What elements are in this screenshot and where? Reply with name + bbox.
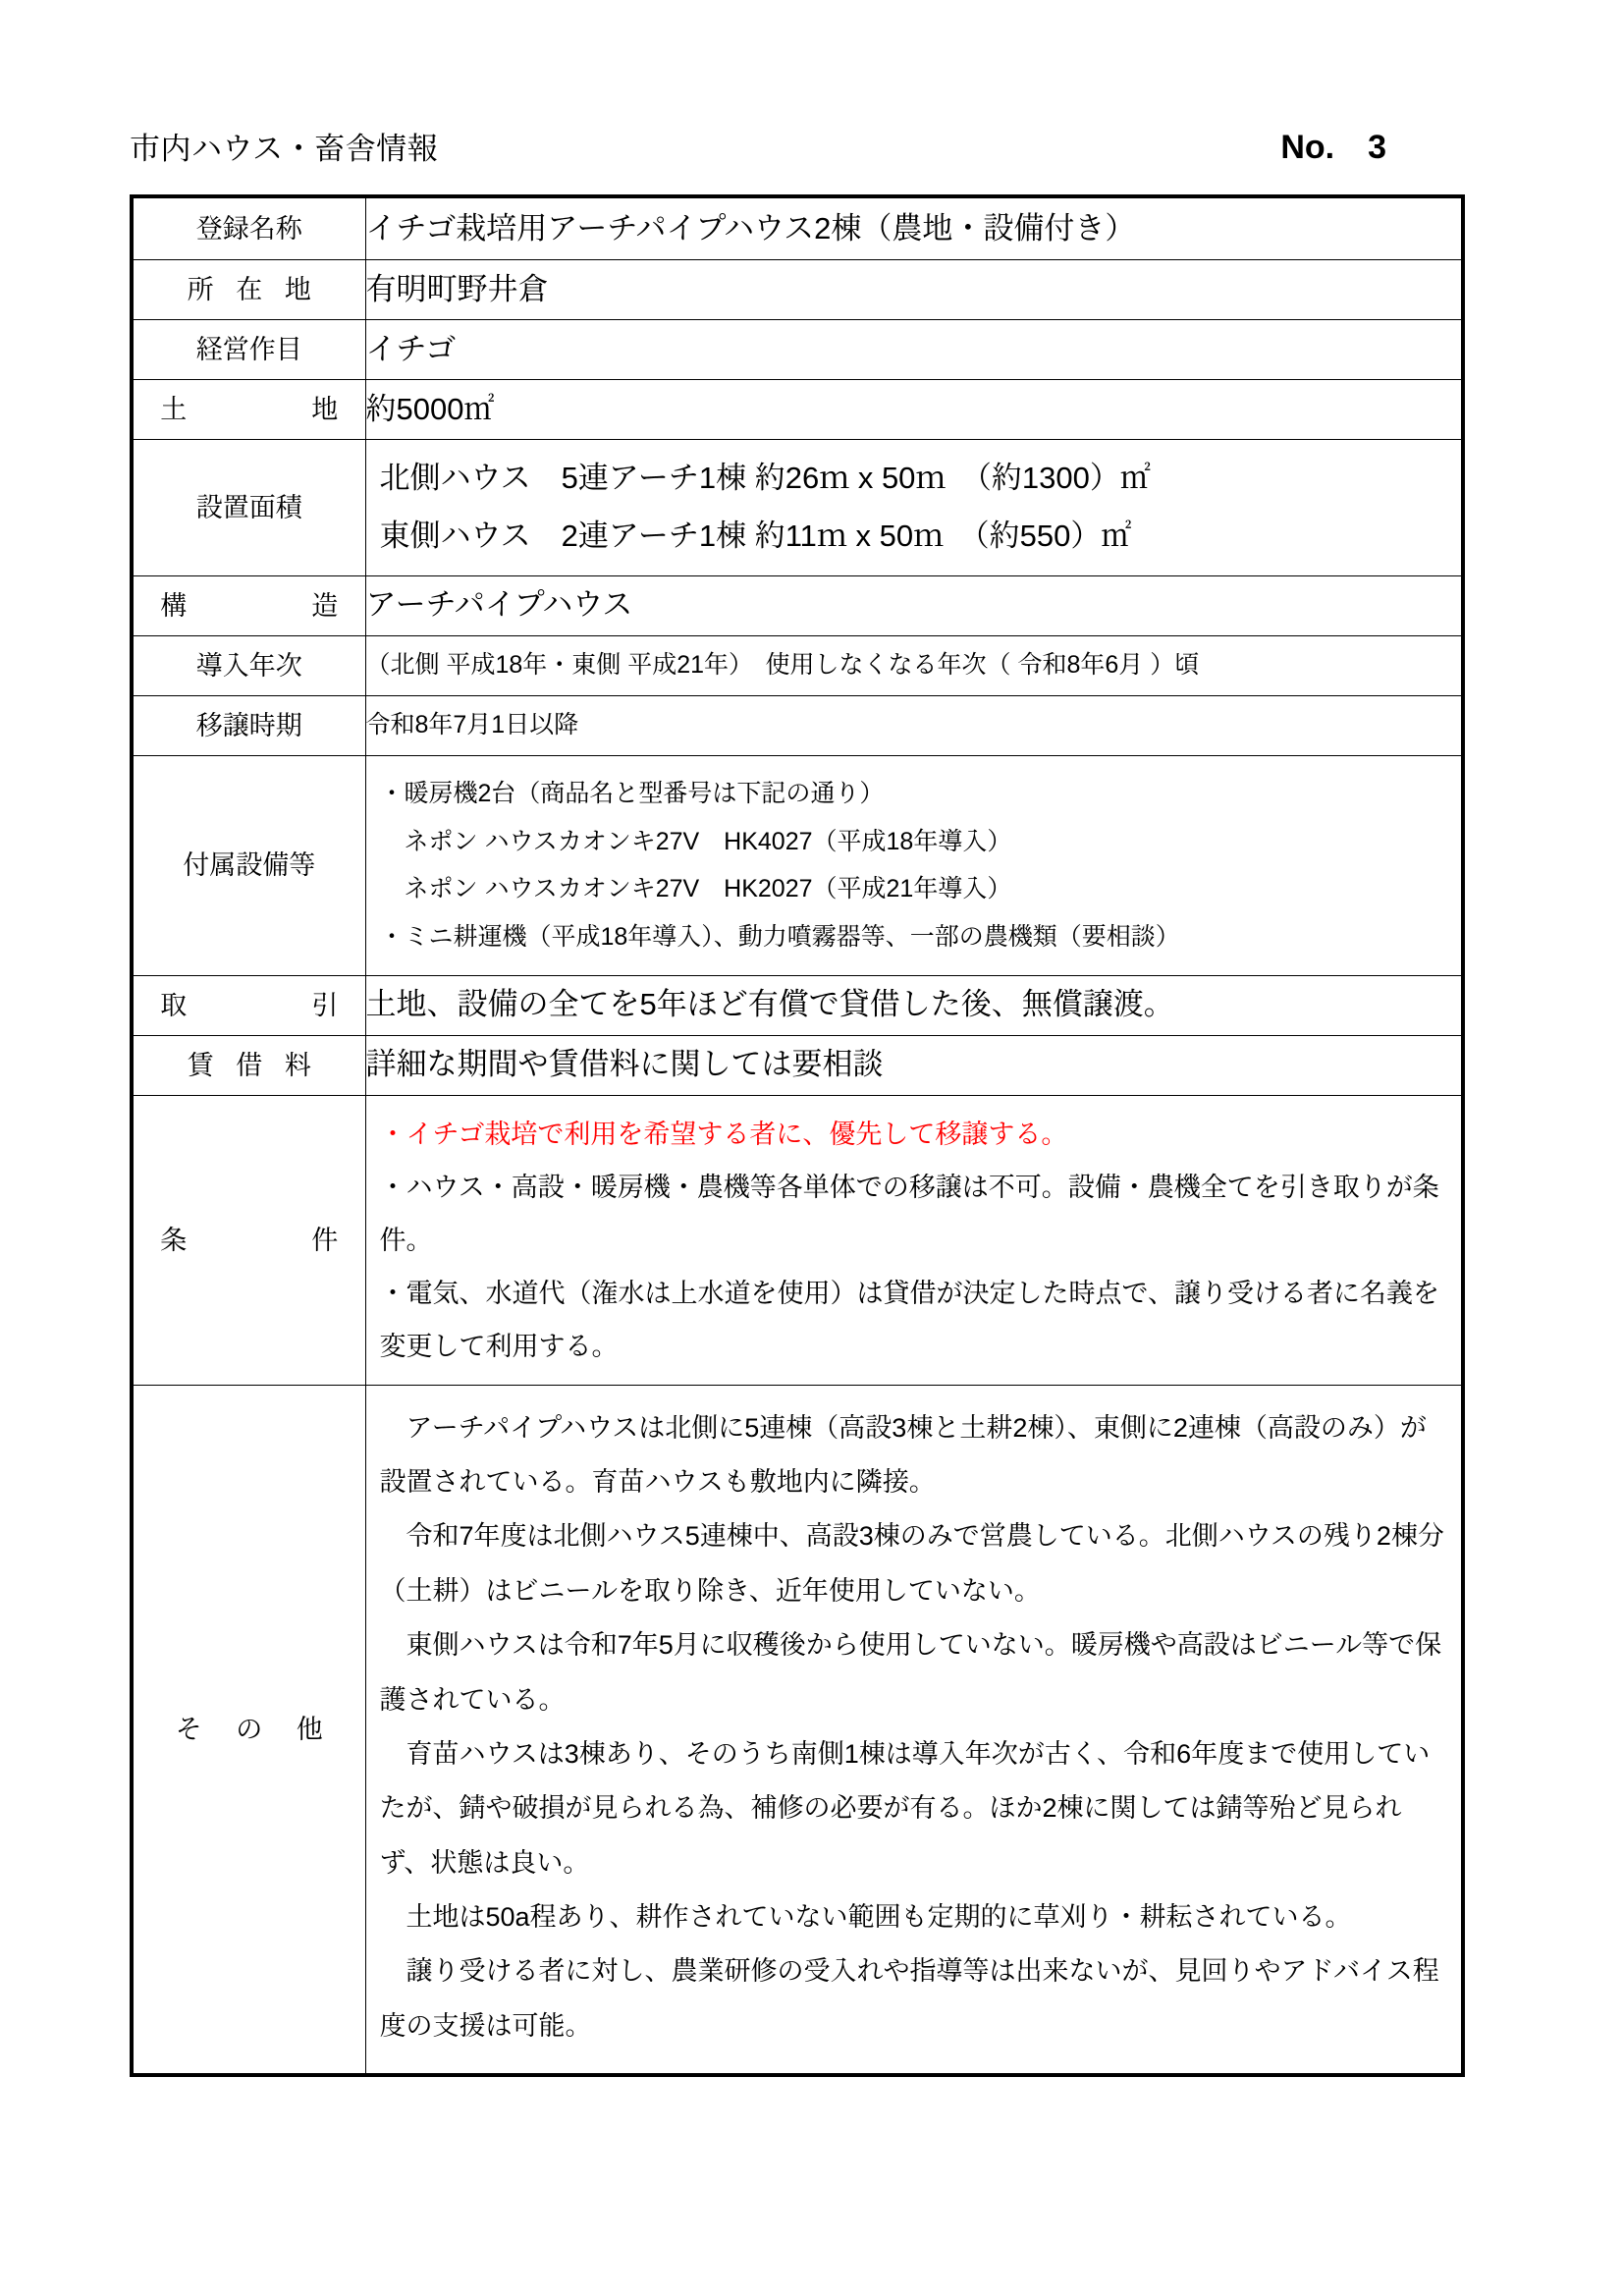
row-label-transfer-time: 移譲時期 (132, 695, 365, 755)
row-label-structure: 構 造 (132, 575, 365, 635)
row-label-attached-equipment: 付属設備等 (132, 755, 365, 975)
row-label-location: 所 在 地 (132, 260, 365, 320)
row-value-rent: 詳細な期間や賃借料に関しては要相談 (365, 1035, 1463, 1095)
property-info-table (130, 194, 1465, 2077)
attached-equipment-line-4: ・ミニ耕運機（平成18年導入）、動力噴霧器等、一部の農機類（要相談） (379, 923, 1180, 952)
document-number: No. 3 (1280, 129, 1386, 166)
table-row (132, 1385, 1463, 2075)
row-value-transfer-time: 令和8年7月1日以降 (365, 695, 1463, 755)
row-value-attached-equipment (365, 755, 1463, 975)
attached-equipment-line-2: ネポン ハウスカオンキ27V HK4027（平成18年導入） (379, 827, 1012, 855)
row-label-intro-year: 導入年次 (132, 635, 365, 695)
other-paragraph: 譲り受ける者に対し、農業研修の受入れや指導等は出来ないが、見回りやアドバイス程度の支援は可能。 (379, 1956, 1439, 2041)
row-value-installation-area (365, 440, 1463, 576)
table-row (132, 975, 1463, 1035)
row-label-crop: 経営作目 (132, 320, 365, 380)
table-row (132, 320, 1463, 380)
document-header (130, 130, 1465, 166)
page-title: 市内ハウス・畜舎情報 (130, 132, 439, 167)
table-row (132, 635, 1463, 695)
row-label-registered-name: 登録名称 (132, 196, 365, 260)
other-paragraph: 土地は50a程あり、耕作されていない範囲も定期的に草刈り・耕耘されている。 (406, 1901, 1352, 1932)
row-value-transaction: 土地、設備の全てを5年ほど有償で貸借した後、無償譲渡。 (365, 975, 1463, 1035)
other-paragraph: 東側ハウスは令和7年5月に収穫後から使用していない。暖房機や高設はビニール等で保護されている。 (379, 1630, 1442, 1715)
row-value-land: 約5000㎡ (365, 380, 1463, 440)
row-label-installation-area: 設置面積 (132, 440, 365, 576)
other-paragraph: 育苗ハウスは3棟あり、そのうち南側1棟は導入年次が古く、令和6年度まで使用していたが、錆や破損が見られる為、補修の必要が有る。ほか2棟に関しては錆等殆ど見られず、状態は良い。 (379, 1738, 1431, 1878)
table-row (132, 440, 1463, 576)
row-value-conditions (365, 1095, 1463, 1385)
table-row (132, 1095, 1463, 1385)
table-row (132, 196, 1463, 260)
table-row (132, 575, 1463, 635)
row-label-rent: 賃 借 料 (132, 1035, 365, 1095)
row-value-structure: アーチパイプハウス (365, 575, 1463, 635)
row-value-registered-name: イチゴ栽培用アーチパイプハウス2棟（農地・設備付き） (365, 196, 1463, 260)
other-paragraph: 令和7年度は北側ハウス5連棟中、高設3棟のみで営農している。北側ハウスの残り2棟分（土耕）はビニールを取り除き、近年使用していない。 (379, 1521, 1444, 1606)
condition-line-bundle: ・ハウス・高設・暖房機・農機等各単体での移譲は不可。設備・農機全てを引き取りが条件。 (379, 1172, 1439, 1255)
table-row (132, 695, 1463, 755)
row-value-crop: イチゴ (365, 320, 1463, 380)
row-label-transaction: 取 引 (132, 975, 365, 1035)
table-row (132, 380, 1463, 440)
table-row (132, 755, 1463, 975)
table-row (132, 1035, 1463, 1095)
table-row (132, 260, 1463, 320)
row-value-intro-year: （北側 平成18年・東側 平成21年） 使用しなくなる年次（ 令和8年6月 ）頃 (365, 635, 1463, 695)
installation-area-line-north: 北側ハウス 5連アーチ1棟 約26ｍ x 50ｍ （約1300）㎡ (379, 461, 1151, 495)
row-label-land: 土 地 (132, 380, 365, 440)
row-label-conditions: 条 件 (132, 1095, 365, 1385)
installation-area-line-east: 東側ハウス 2連アーチ1棟 約11ｍ x 50ｍ （約550）㎡ (379, 518, 1132, 553)
row-value-location: 有明町野井倉 (365, 260, 1463, 320)
attached-equipment-line-1: ・暖房機2台（商品名と型番号は下記の通り） (379, 779, 885, 807)
row-value-other (365, 1385, 1463, 2075)
row-label-other: そ の 他 (132, 1385, 365, 2075)
other-paragraph: アーチパイプハウスは北側に5連棟（高設3棟と土耕2棟）、東側に2連棟（高設のみ）が設置されている。育苗ハウスも敷地内に隣接。 (379, 1412, 1427, 1498)
condition-line-utilities: ・電気、水道代（潅水は上水道を使用）は貸借が決定した時点で、譲り受ける者に名義を変更して利用する。 (379, 1278, 1439, 1361)
attached-equipment-line-3: ネポン ハウスカオンキ27V HK2027（平成21年導入） (379, 875, 1012, 903)
condition-line-priority: ・イチゴ栽培で利用を希望する者に、優先して移譲する。 (379, 1119, 1068, 1149)
